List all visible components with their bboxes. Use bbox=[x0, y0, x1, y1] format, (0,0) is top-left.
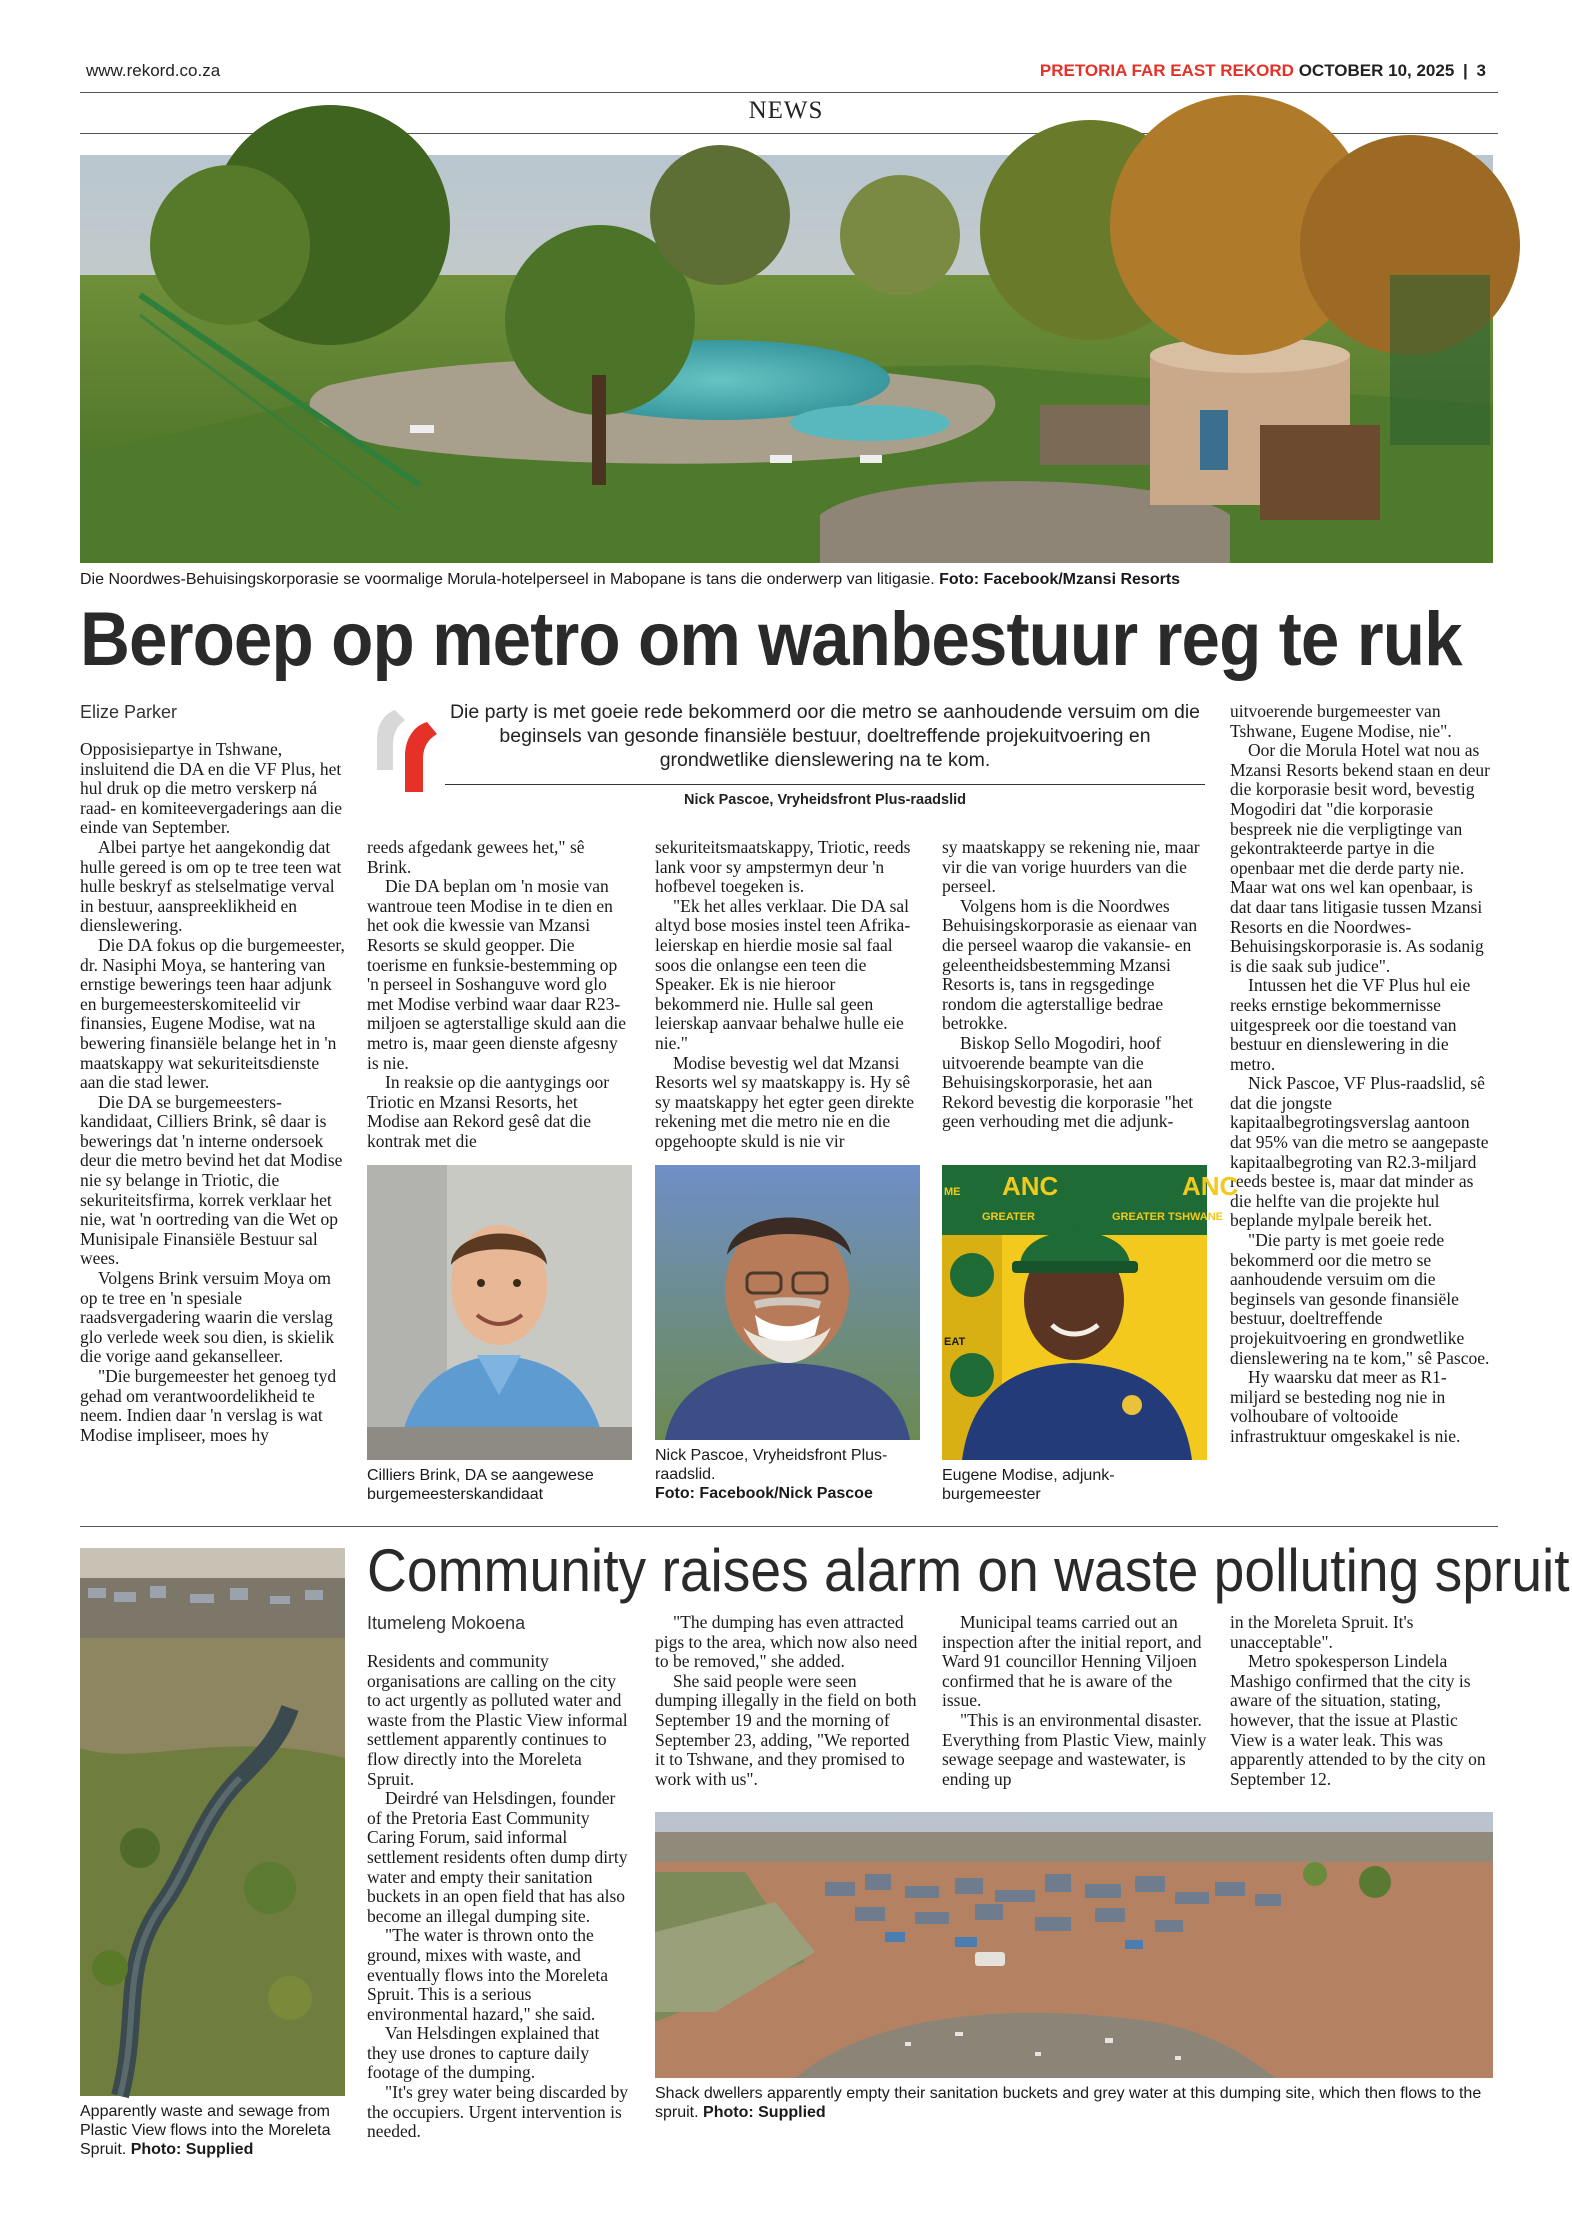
portrait-2-caption bbox=[655, 1446, 920, 1503]
main-c2-p1: reeds afgedank gewees het," sê Brink. bbox=[367, 837, 585, 877]
main-c1-p5: Volgens Brink versuim Moya om op te tree en 'n spesiale raadsvergadering waarin die verslag glo verlede week sou dien, is skielik die vorige aand gekanselleer. bbox=[80, 1268, 335, 1367]
main-c4-p3: Biskop Sello Mogodiri, hoof uitvoerende beampte van die Behuisingskorporasie, het aan Rekord bevestig die korporasie "het geen verhouding met die adjunk- bbox=[942, 1032, 1194, 1132]
main-c1-p4: Die DA se burgemeesters-kandidaat, Cilliers Brink, sê daar is bewerings dat 'n interne ondersoek deur die metro bevind het dat Modise nie sy belange in Triotic, die sekuriteitsfirma, korrek verklaar het nie, wat 'n oortreding van die Wet op Munisipale Finansiële Bestuur sal wees. bbox=[80, 1091, 343, 1269]
second-c1-p1: Residents and community organisations are calling on the city to act urgently as polluted water and waste from the Plastic View informal settlement apparently continues to flow directly into the Moreleta Spruit. bbox=[367, 1651, 628, 1789]
portrait-2-caption-credit: Foto: Facebook/Nick Pascoe bbox=[655, 1485, 873, 1502]
main-c1-p1: Opposisiepartye in Tshwane, insluitend die DA en die VF Plus, het hul druk op die metro verskerp ná raad- en komiteevergaderings aan die einde van September. bbox=[80, 739, 343, 838]
second-column-2 bbox=[655, 1613, 920, 1789]
spruit-photo-caption bbox=[80, 2102, 345, 2159]
banner-eat: EAT bbox=[944, 1336, 966, 1348]
portrait-3-caption bbox=[942, 1466, 1207, 1504]
banner-greater: GREATER bbox=[982, 1211, 1035, 1223]
dumping-caption-credit: Photo: Supplied bbox=[703, 2104, 826, 2121]
hero-caption-text: Die Noordwes-Behuisingskorporasie se voormalige Morula-hotelperseel in Mabopane is tans die onderwerp van litigasie. bbox=[80, 571, 935, 588]
second-column-1 bbox=[367, 1652, 632, 2142]
banner-anc-left: ANC bbox=[1002, 1171, 1059, 1201]
dumping-caption-text: Shack dwellers apparently empty their sanitation buckets and grey water at this dumping site, which then flows to the spruit. bbox=[655, 2085, 1482, 2121]
quote-mark-icon bbox=[365, 700, 440, 800]
portrait-eugene-modise bbox=[942, 1165, 1239, 1460]
portrait-nick-pascoe bbox=[655, 1165, 920, 1440]
page-number: 3 bbox=[1476, 61, 1486, 80]
banner-anc-right: ANC bbox=[1182, 1171, 1239, 1201]
main-c5-p5: "Die party is met goeie rede bekommerd oor die metro se aanhoudende versuim om die beginsels van gesonde finansiële bestuur, doeltreffende projekuitvoering en grondwetlike dienslewering na te kom," sê Pascoe. bbox=[1230, 1230, 1490, 1368]
spruit-caption-credit: Photo: Supplied bbox=[130, 2141, 254, 2158]
paper-name: PRETORIA FAR EAST REKORD bbox=[1039, 61, 1294, 80]
hero-caption-credit: Foto: Facebook/Mzansi Resorts bbox=[939, 571, 1181, 588]
main-c2-p3: In reaksie op die aantygings oor Triotic en Mzansi Resorts, het Modise aan Rekord gesê dat die kontrak met die bbox=[367, 1072, 610, 1151]
masthead-info bbox=[1040, 61, 1486, 81]
hero-photo-caption bbox=[80, 570, 1493, 589]
second-c4-p2: Metro spokesperson Lindela Mashigo confirmed that the city is aware of the situation, stating, however, that the issue at Plastic View is a water leak. This was apparently attended to by the city on September 12. bbox=[1230, 1651, 1486, 1789]
pull-quote bbox=[365, 700, 1210, 830]
pull-quote-rule bbox=[445, 784, 1205, 785]
portrait-1-caption bbox=[367, 1466, 632, 1504]
main-c3-p3: Modise bevestig wel dat Mzansi Resorts wel sy maatskappy is. Hy sê sy maatskappy het egter geen direkte rekening met die metro nie en die opgehoopte skuld is nie vir bbox=[655, 1052, 914, 1151]
header-rule-top bbox=[80, 92, 1498, 93]
banner-me: ME bbox=[944, 1186, 961, 1198]
main-c5-p4: Nick Pascoe, VF Plus-raadslid, sê dat die jongste kapitaalbegrotingsverslag aantoon dat 95% van die metro se aangepaste kapitaalbegroting van R2.3-miljard reeds bestee is, maar dat minder as die helfte van die projekte hul beplande mylpale bereik het. bbox=[1230, 1073, 1489, 1231]
banner-greater-tshwane: GREATER TSHWANE bbox=[1112, 1211, 1224, 1223]
dumping-photo-caption bbox=[655, 2084, 1493, 2122]
second-headline: Community raises alarm on waste polluting spruit bbox=[367, 1537, 1570, 1604]
portrait-cilliers-brink bbox=[367, 1165, 632, 1460]
spruit-caption-text: Apparently waste and sewage from Plastic View flows into the Moreleta Spruit. bbox=[80, 2103, 331, 2158]
header-separator: | bbox=[1463, 61, 1468, 80]
main-column-3 bbox=[655, 838, 920, 1152]
main-c5-p6: Hy waarsku dat meer as R1-miljard se besteding nog nie in volhoubare of voltooide infrastruktuur omgeskakel is nie. bbox=[1230, 1367, 1461, 1446]
second-byline: Itumeleng Mokoena bbox=[367, 1613, 526, 1633]
portrait-2-caption-text: Nick Pascoe, Vryheidsfront Plus-raadslid. bbox=[655, 1447, 888, 1483]
second-c1-p5: "It's grey water being discarded by the occupiers. Urgent intervention is needed. bbox=[367, 2082, 629, 2142]
main-c5-p3: Intussen het die VF Plus hul eie reeks ernstige bekommernisse uitgespreek oor die toestand van bestuur en dienslewering in die metro. bbox=[1230, 975, 1471, 1074]
second-column-4 bbox=[1230, 1613, 1495, 1789]
main-c1-p2: Albei partye het aangekondig dat hulle gereed is om op te tree teen wat hulle beskryf as stelselmatige verval in bestuur, aanspreeklikheid en dienslewering. bbox=[80, 836, 342, 936]
main-c4-p2: Volgens hom is die Noordwes Behuisingskorporasie as eienaar van die perseel waarop die vakansie- en geleentheidsbestemming Mzansi Resorts is, tans in regsgedinge rondom die agterstallige bedrae betrokke. bbox=[942, 895, 1198, 1034]
second-c1-p4: Van Helsdingen explained that they use drones to capture daily footage of the dumping. bbox=[367, 2023, 600, 2083]
second-c2-p1: "The dumping has even attracted pigs to the area, which now also need to be removed," she added. bbox=[655, 1612, 918, 1672]
story-divider bbox=[80, 1526, 1498, 1527]
main-column-2 bbox=[367, 838, 632, 1152]
second-c3-p1: Municipal teams carried out an inspection after the initial report, and Ward 91 councillor Henning Viljoen confirmed that he is aware of the issue. bbox=[942, 1612, 1202, 1711]
issue-date: OCTOBER 10, 2025 bbox=[1298, 61, 1455, 80]
portrait-3-caption-text: Eugene Modise, adjunk-burgemeester bbox=[942, 1467, 1115, 1503]
section-label: NEWS bbox=[748, 97, 824, 124]
second-c2-p2: She said people were seen dumping illegally in the field on both September 19 and the morning of September 23, adding, "We reported it to Tshwane, and they promised to work with us". bbox=[655, 1670, 917, 1789]
second-column-3 bbox=[942, 1613, 1207, 1789]
dumping-site-photo bbox=[655, 1812, 1493, 2078]
website-url[interactable]: www.rekord.co.za bbox=[86, 61, 221, 80]
main-c3-p2: "Ek het alles verklaar. Die DA sal altyd bose mosies instel teen Afrika-leierskap en hierdie mosie sal faal soos die onlangse een teen die Speaker. Ek is nie hieroor bekommerd nie. Hulle sal geen leierskap aanvaar behalwe hulle eie nie." bbox=[655, 895, 911, 1053]
main-column-1 bbox=[80, 740, 345, 1445]
main-c4-p1: sy maatskappy se rekening nie, maar vir die van vorige huurders van die perseel. bbox=[942, 837, 1200, 897]
portrait-1-caption-text: Cilliers Brink, DA se aangewese burgemeesterskandidaat bbox=[367, 1467, 594, 1503]
main-c3-p1: sekuriteitsmaatskappy, Triotic, reeds lank voor sy ampstermyn deur 'n hofbevel toegeken is. bbox=[655, 837, 911, 897]
main-column-4 bbox=[942, 838, 1207, 1132]
main-c5-p2: Oor die Morula Hotel wat nou as Mzansi Resorts bekend staan en deur die korporasie besit word, bevestig Mogodiri dat "die korporasie bespreek nie die verpligtinge van gekontrakteerde partye in die openbaar met die derde party nie. Maar wat ons wel kan openbaar, is dat daar tans litigasie tussen Mzansi Resorts en die Noordwes-Behuisingskorporasie is. As sodanig is die saak sub judice". bbox=[1230, 740, 1490, 976]
second-c4-p1: in the Moreleta Spruit. It's unacceptable". bbox=[1230, 1612, 1414, 1652]
second-c1-p3: "The water is thrown onto the ground, mixes with waste, and eventually flows into the Moreleta Spruit. This is a serious environmental hazard," she said. bbox=[367, 1925, 609, 2024]
pull-quote-attribution: Nick Pascoe, Vryheidsfront Plus-raadslid bbox=[683, 792, 967, 808]
main-c5-p1: uitvoerende burgemeester van Tshwane, Eugene Modise, nie". bbox=[1230, 701, 1452, 741]
main-c2-p2: Die DA beplan om 'n mosie van wantroue teen Modise in te dien en het ook die kwessie van Mzansi Resorts se skuld geopper. Die toerisme en funksie-bestemming op 'n perseel in Soshanguve word glo met Modise verbind waar daar R23-miljoen se agterstallige skuld aan die metro is, maar geen dienste afgesny is nie. bbox=[367, 876, 627, 1073]
main-c1-p3: Die DA fokus op die burgemeester, dr. Nasiphi Moya, se hantering van ernstige bewerings teen haar adjunk en burgemeesterskomiteelid vir finansies, Eugene Modise, wat na bewering finansiële belange het in 'n maatskappy wat sekuriteitsdienste aan die stad lewer. bbox=[80, 934, 345, 1093]
pull-quote-text: Die party is met goeie rede bekommerd oor die metro se aanhoudende versuim om die beginsels van gesonde finansiële bestuur, doeltreffende projekuitvoering en grondwetlike dienslewering na te kom. bbox=[449, 701, 1201, 771]
spruit-aerial-photo bbox=[80, 1548, 345, 2096]
main-column-5 bbox=[1230, 702, 1495, 1447]
second-c1-p2: Deirdré van Helsdingen, founder of the Pretoria East Community Caring Forum, said informal settlement residents often dump dirty water and empty their sanitation buckets in an open field that has also become an illegal dumping site. bbox=[367, 1788, 628, 1926]
second-c3-p2: "This is an environmental disaster. Everything from Plastic View, mainly sewage seepage and wastewater, is ending up bbox=[942, 1709, 1207, 1789]
main-byline: Elize Parker bbox=[80, 702, 178, 722]
main-c1-p6: "Die burgemeester het genoeg tyd gehad om verantwoordelikheid te neem. Indien daar 'n verslag is wat Modise impliseer, moes hy bbox=[80, 1366, 337, 1445]
hero-photo-resort bbox=[80, 155, 1493, 563]
main-headline: Beroep op metro om wanbestuur reg te ruk bbox=[80, 597, 1462, 682]
